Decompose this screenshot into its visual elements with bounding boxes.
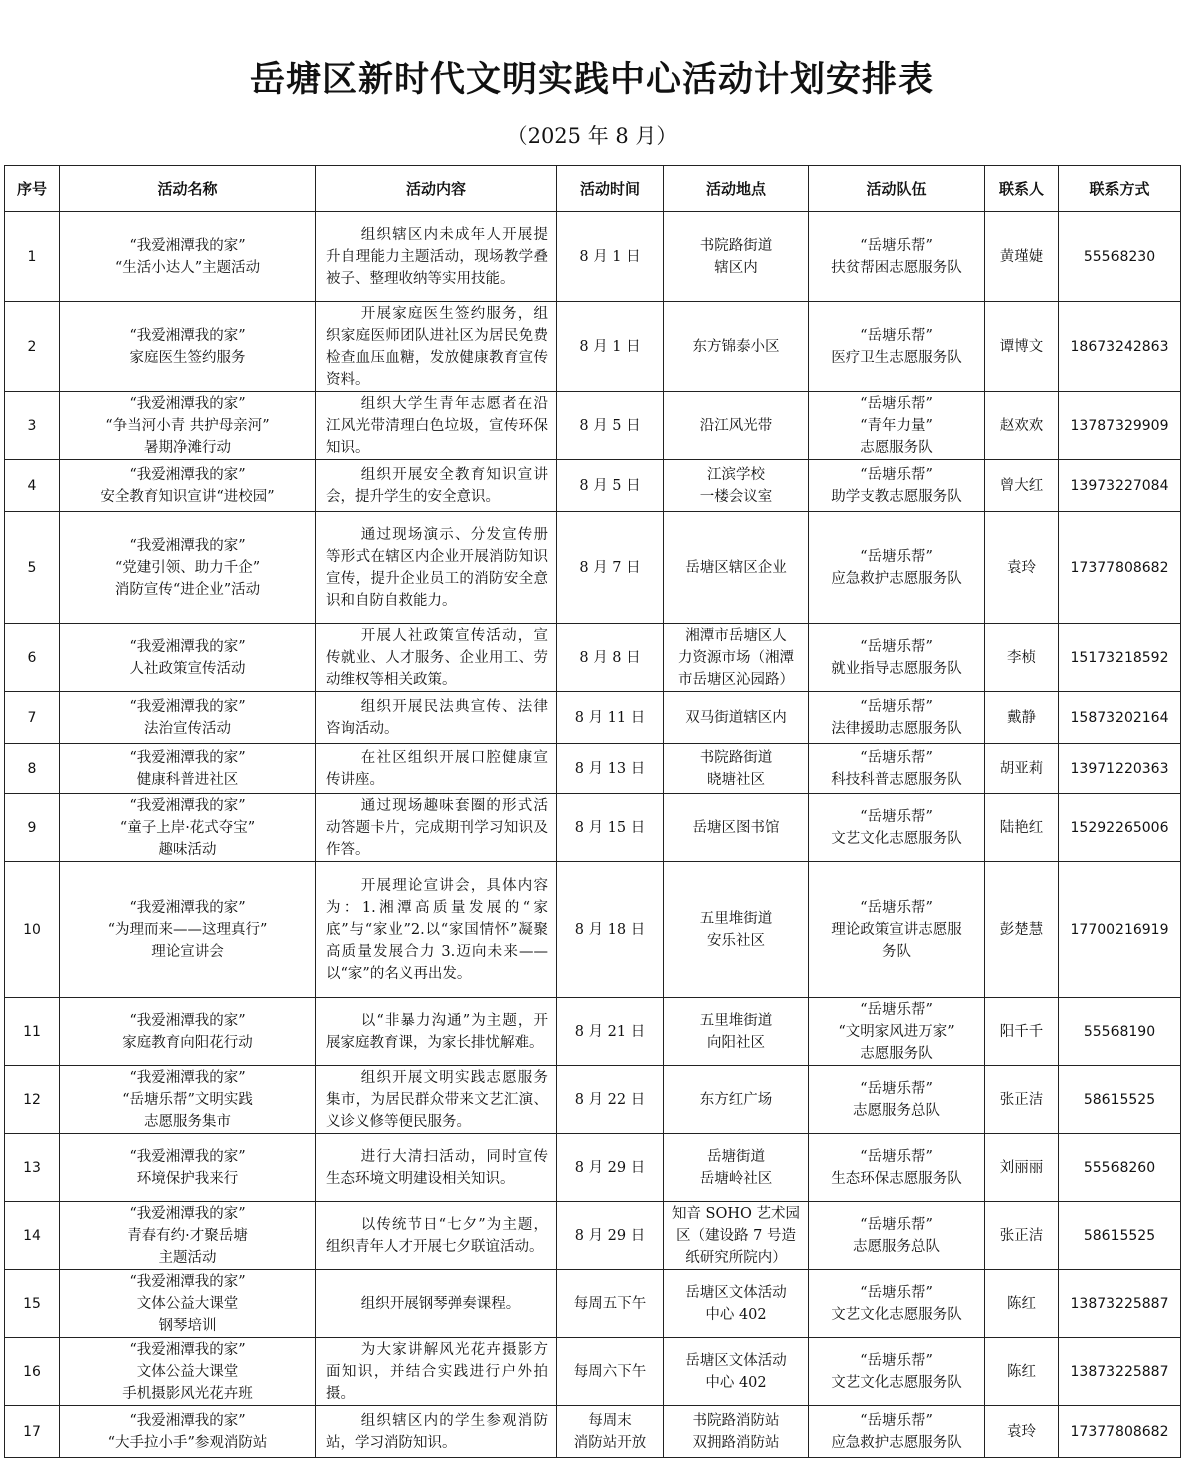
cell-team-line: 科技科普志愿服务队 bbox=[831, 771, 962, 788]
cell-place-line: 安乐社区 bbox=[707, 932, 765, 949]
cell-name-line: 文体公益大课堂 bbox=[136, 1295, 239, 1312]
cell-no: 14 bbox=[5, 1202, 60, 1270]
cell-no: 4 bbox=[5, 460, 60, 512]
cell-team-line: 应急救护志愿服务队 bbox=[831, 1434, 962, 1451]
cell-place-line: 知音 SOHO 艺术园 bbox=[671, 1205, 801, 1222]
cell-name bbox=[60, 392, 316, 460]
cell-content: 通过现场演示、分发宣传册等形式在辖区内企业开展消防知识宣传，提升企业员工的消防安全意识和自防自救能力。 bbox=[316, 512, 557, 624]
cell-phone: 13971220363 bbox=[1059, 744, 1181, 794]
cell-place bbox=[664, 624, 809, 692]
cell-name-line: “我爱湘潭我的家” bbox=[129, 466, 246, 483]
cell-time-line: 8 月 7 日 bbox=[579, 559, 641, 576]
cell-time-line: 8 月 5 日 bbox=[579, 477, 641, 494]
cell-name-line: “我爱湘潭我的家” bbox=[129, 1069, 246, 1086]
cell-phone: 18673242863 bbox=[1059, 302, 1181, 392]
cell-name-line: “为理而来——这理真行” bbox=[107, 921, 268, 938]
cell-team-line: 志愿服务队 bbox=[860, 1045, 933, 1062]
cell-contact: 陈红 bbox=[985, 1338, 1059, 1406]
cell-name-line: 消防宣传“进企业”活动 bbox=[114, 581, 261, 598]
cell-team-line: 法律援助志愿服务队 bbox=[831, 720, 962, 737]
cell-place-line: 岳塘街道 bbox=[707, 1148, 765, 1165]
cell-place-line: 五里堆街道 bbox=[699, 910, 773, 927]
cell-team-line: “岳塘乐帮” bbox=[860, 1352, 933, 1369]
table-row bbox=[5, 1134, 1181, 1202]
cell-team-line: 志愿服务队 bbox=[860, 439, 933, 456]
cell-contact: 李桢 bbox=[985, 624, 1059, 692]
cell-content: 以传统节日“七夕”为主题，组织青年人才开展七夕联谊活动。 bbox=[316, 1202, 557, 1270]
cell-name-line: 家庭医生签约服务 bbox=[129, 349, 246, 366]
cell-contact: 袁玲 bbox=[985, 512, 1059, 624]
cell-name-line: “我爱湘潭我的家” bbox=[129, 899, 246, 916]
cell-name-line: “我爱湘潭我的家” bbox=[129, 1412, 246, 1429]
cell-contact: 刘丽丽 bbox=[985, 1134, 1059, 1202]
cell-name-line: “我爱湘潭我的家” bbox=[129, 749, 246, 766]
cell-place-line: 沿江风光带 bbox=[699, 417, 773, 434]
cell-place bbox=[664, 862, 809, 998]
cell-phone: 13873225887 bbox=[1059, 1338, 1181, 1406]
cell-name-line: “我爱湘潭我的家” bbox=[129, 1012, 246, 1029]
cell-name-line: 健康科普进社区 bbox=[136, 771, 239, 788]
cell-no: 5 bbox=[5, 512, 60, 624]
cell-team-line: 文艺文化志愿服务队 bbox=[831, 1306, 962, 1323]
cell-time bbox=[557, 1134, 664, 1202]
cell-name-line: 理论宣讲会 bbox=[151, 943, 224, 960]
cell-no: 9 bbox=[5, 794, 60, 862]
cell-contact: 赵欢欢 bbox=[985, 392, 1059, 460]
cell-phone: 55568190 bbox=[1059, 998, 1181, 1066]
cell-team bbox=[809, 744, 985, 794]
cell-name bbox=[60, 862, 316, 998]
cell-place-line: 纸研究所院内） bbox=[685, 1249, 787, 1266]
cell-phone: 55568260 bbox=[1059, 1134, 1181, 1202]
cell-name-line: “我爱湘潭我的家” bbox=[129, 1205, 246, 1222]
cell-time bbox=[557, 460, 664, 512]
cell-name-line: “大手拉小手”参观消防站 bbox=[107, 1434, 268, 1451]
cell-place-line: 区（建设路 7 号造 bbox=[676, 1227, 796, 1244]
cell-team-line: “岳塘乐帮” bbox=[860, 395, 933, 412]
cell-name-line: “生活小达人”主题活动 bbox=[114, 259, 261, 276]
cell-name bbox=[60, 460, 316, 512]
cell-name-line: “党建引领、助力千企” bbox=[114, 559, 261, 576]
table-row bbox=[5, 512, 1181, 624]
cell-phone: 15173218592 bbox=[1059, 624, 1181, 692]
cell-name-line: 安全教育知识宣讲“进校园” bbox=[100, 488, 275, 505]
table-row bbox=[5, 794, 1181, 862]
cell-content: 开展理论宣讲会，具体内容为：1.湘潭高质量发展的“家底”与“家业”2.以“家国情怀”凝聚高质量发展合力 3.迈向未来——以“家”的名义再出发。 bbox=[316, 862, 557, 998]
cell-name-line: 手机摄影风光花卉班 bbox=[122, 1385, 253, 1402]
cell-no: 11 bbox=[5, 998, 60, 1066]
cell-team bbox=[809, 1202, 985, 1270]
cell-name-line: “我爱湘潭我的家” bbox=[129, 237, 246, 254]
cell-place bbox=[664, 1134, 809, 1202]
header-place: 活动地点 bbox=[664, 166, 809, 212]
page-subtitle: （2025 年 8 月） bbox=[506, 124, 678, 148]
cell-place-line: 书院路消防站 bbox=[692, 1412, 780, 1429]
cell-team-line: 助学支教志愿服务队 bbox=[831, 488, 962, 505]
cell-team bbox=[809, 392, 985, 460]
cell-name-line: “我爱湘潭我的家” bbox=[129, 1341, 246, 1358]
cell-place bbox=[664, 998, 809, 1066]
cell-team-line: 应急救护志愿服务队 bbox=[831, 570, 962, 587]
cell-content: 组织开展民法典宣传、法律咨询活动。 bbox=[316, 692, 557, 744]
cell-team-line: 扶贫帮困志愿服务队 bbox=[831, 259, 962, 276]
header-contact: 联系人 bbox=[985, 166, 1059, 212]
cell-team-line: “岳塘乐帮” bbox=[860, 466, 933, 483]
cell-content: 在社区组织开展口腔健康宣传讲座。 bbox=[316, 744, 557, 794]
cell-place bbox=[664, 302, 809, 392]
cell-no: 3 bbox=[5, 392, 60, 460]
table-row bbox=[5, 744, 1181, 794]
cell-team bbox=[809, 692, 985, 744]
cell-phone: 17377808682 bbox=[1059, 512, 1181, 624]
cell-no: 10 bbox=[5, 862, 60, 998]
cell-team-line: “岳塘乐帮” bbox=[860, 1001, 933, 1018]
cell-no: 16 bbox=[5, 1338, 60, 1406]
cell-team bbox=[809, 1338, 985, 1406]
cell-place bbox=[664, 1066, 809, 1134]
cell-team-line: “岳塘乐帮” bbox=[860, 1216, 933, 1233]
cell-place bbox=[664, 1202, 809, 1270]
cell-team bbox=[809, 624, 985, 692]
cell-team bbox=[809, 794, 985, 862]
cell-team-line: 文艺文化志愿服务队 bbox=[831, 1374, 962, 1391]
cell-time-line: 8 月 1 日 bbox=[579, 248, 641, 265]
cell-name-line: 文体公益大课堂 bbox=[136, 1363, 239, 1380]
cell-place-line: 晓塘社区 bbox=[707, 771, 765, 788]
cell-contact: 陈红 bbox=[985, 1270, 1059, 1338]
cell-time-line: 8 月 29 日 bbox=[574, 1159, 646, 1176]
cell-content: 为大家讲解风光花卉摄影方面知识，并结合实践进行户外拍摄。 bbox=[316, 1338, 557, 1406]
cell-contact: 袁玲 bbox=[985, 1406, 1059, 1458]
cell-team-line: “文明家风进万家” bbox=[838, 1023, 955, 1040]
cell-time-line: 8 月 5 日 bbox=[579, 417, 641, 434]
cell-name bbox=[60, 212, 316, 302]
cell-place-line: 五里堆街道 bbox=[699, 1012, 773, 1029]
cell-name bbox=[60, 1406, 316, 1458]
cell-contact: 张正洁 bbox=[985, 1202, 1059, 1270]
table-body bbox=[5, 212, 1181, 1458]
cell-time bbox=[557, 692, 664, 744]
cell-name bbox=[60, 624, 316, 692]
cell-content: 通过现场趣味套圈的形式活动答题卡片，完成期刊学习知识及作答。 bbox=[316, 794, 557, 862]
cell-place bbox=[664, 460, 809, 512]
cell-team-line: 务队 bbox=[882, 943, 911, 960]
cell-name-line: “我爱湘潭我的家” bbox=[129, 698, 246, 715]
cell-phone: 15292265006 bbox=[1059, 794, 1181, 862]
cell-team bbox=[809, 212, 985, 302]
cell-phone: 58615525 bbox=[1059, 1066, 1181, 1134]
cell-team-line: “岳塘乐帮” bbox=[860, 237, 933, 254]
header-content: 活动内容 bbox=[316, 166, 557, 212]
cell-name bbox=[60, 512, 316, 624]
header-time: 活动时间 bbox=[557, 166, 664, 212]
cell-contact: 张正洁 bbox=[985, 1066, 1059, 1134]
cell-no: 7 bbox=[5, 692, 60, 744]
cell-time-line: 8 月 13 日 bbox=[574, 760, 646, 777]
table-row bbox=[5, 302, 1181, 392]
cell-name-line: 家庭教育向阳花行动 bbox=[122, 1034, 253, 1051]
cell-place-line: 中心 402 bbox=[705, 1374, 767, 1391]
cell-time-line: 8 月 8 日 bbox=[579, 649, 641, 666]
cell-name-line: 法治宣传活动 bbox=[144, 720, 231, 737]
cell-time bbox=[557, 512, 664, 624]
cell-name-line: 暑期净滩行动 bbox=[144, 439, 231, 456]
cell-name-line: 人社政策宣传活动 bbox=[129, 660, 246, 677]
cell-team-line: “岳塘乐帮” bbox=[860, 749, 933, 766]
cell-name bbox=[60, 1066, 316, 1134]
cell-place bbox=[664, 1270, 809, 1338]
page-title: 岳塘区新时代文明实践中心活动计划安排表 bbox=[249, 59, 934, 100]
cell-place-line: 书院路街道 bbox=[699, 237, 773, 254]
cell-contact: 阳千千 bbox=[985, 998, 1059, 1066]
cell-team bbox=[809, 862, 985, 998]
cell-contact: 彭楚慧 bbox=[985, 862, 1059, 998]
cell-team bbox=[809, 302, 985, 392]
cell-time bbox=[557, 1406, 664, 1458]
cell-phone: 13787329909 bbox=[1059, 392, 1181, 460]
cell-place-line: 岳塘区辖区企业 bbox=[685, 559, 787, 576]
cell-team-line: “岳塘乐帮” bbox=[860, 548, 933, 565]
cell-place bbox=[664, 1338, 809, 1406]
cell-phone: 13973227084 bbox=[1059, 460, 1181, 512]
cell-name bbox=[60, 744, 316, 794]
cell-contact: 曾大红 bbox=[985, 460, 1059, 512]
cell-name-line: “我爱湘潭我的家” bbox=[129, 1148, 246, 1165]
table-row bbox=[5, 998, 1181, 1066]
cell-content: 组织大学生青年志愿者在沿江风光带清理白色垃圾，宣传环保知识。 bbox=[316, 392, 557, 460]
cell-time-line: 每周六下午 bbox=[573, 1363, 647, 1380]
cell-time bbox=[557, 212, 664, 302]
cell-no: 1 bbox=[5, 212, 60, 302]
cell-place-line: 向阳社区 bbox=[707, 1034, 765, 1051]
header-phone: 联系方式 bbox=[1059, 166, 1181, 212]
cell-phone: 58615525 bbox=[1059, 1202, 1181, 1270]
cell-place bbox=[664, 212, 809, 302]
cell-time bbox=[557, 744, 664, 794]
cell-phone: 17700216919 bbox=[1059, 862, 1181, 998]
cell-name-line: “我爱湘潭我的家” bbox=[129, 395, 246, 412]
cell-place bbox=[664, 744, 809, 794]
cell-team-line: “岳塘乐帮” bbox=[860, 1148, 933, 1165]
cell-name-line: “争当河小青 共护母亲河” bbox=[105, 417, 270, 434]
cell-name bbox=[60, 302, 316, 392]
cell-place-line: 市岳塘区沁园路） bbox=[678, 671, 794, 688]
cell-no: 17 bbox=[5, 1406, 60, 1458]
header-no: 序号 bbox=[5, 166, 60, 212]
cell-time bbox=[557, 624, 664, 692]
cell-name-line: 趣味活动 bbox=[158, 841, 217, 858]
table-header-row bbox=[5, 166, 1181, 212]
cell-name bbox=[60, 1202, 316, 1270]
cell-place-line: 湘潭市岳塘区人 bbox=[685, 627, 787, 644]
cell-name-line: “我爱湘潭我的家” bbox=[129, 537, 246, 554]
cell-content: 组织开展文明实践志愿服务集市，为居民群众带来文艺汇演、义诊义修等便民服务。 bbox=[316, 1066, 557, 1134]
cell-place bbox=[664, 512, 809, 624]
cell-name-line: “岳塘乐帮”文明实践 bbox=[122, 1091, 253, 1108]
cell-place-line: 江滨学校 bbox=[707, 466, 765, 483]
cell-name-line: 志愿服务集市 bbox=[144, 1113, 231, 1130]
cell-place-line: 岳塘区图书馆 bbox=[692, 819, 780, 836]
cell-content: 开展家庭医生签约服务，组织家庭医师团队进社区为居民免费检查血压血糖，发放健康教育宣传资料。 bbox=[316, 302, 557, 392]
cell-time-line: 每周五下午 bbox=[573, 1295, 647, 1312]
cell-name-line: 主题活动 bbox=[158, 1249, 217, 1266]
cell-time-line: 8 月 15 日 bbox=[574, 819, 646, 836]
cell-name bbox=[60, 1338, 316, 1406]
cell-time-line: 8 月 1 日 bbox=[579, 338, 641, 355]
cell-content: 组织开展钢琴弹奏课程。 bbox=[316, 1270, 557, 1338]
cell-place bbox=[664, 794, 809, 862]
table-row bbox=[5, 212, 1181, 302]
cell-time bbox=[557, 1066, 664, 1134]
cell-place-line: 岳塘区文体活动 bbox=[685, 1352, 787, 1369]
cell-place-line: 双拥路消防站 bbox=[692, 1434, 780, 1451]
cell-no: 12 bbox=[5, 1066, 60, 1134]
cell-time bbox=[557, 998, 664, 1066]
cell-time-line: 每周末 bbox=[588, 1412, 632, 1429]
cell-contact: 陆艳红 bbox=[985, 794, 1059, 862]
cell-team-line: “岳塘乐帮” bbox=[860, 1080, 933, 1097]
cell-name-line: “我爱湘潭我的家” bbox=[129, 327, 246, 344]
cell-team-line: 志愿服务总队 bbox=[853, 1238, 940, 1255]
table-row bbox=[5, 1270, 1181, 1338]
cell-content: 进行大清扫活动，同时宣传生态环境文明建设相关知识。 bbox=[316, 1134, 557, 1202]
cell-contact: 胡亚莉 bbox=[985, 744, 1059, 794]
cell-phone: 55568230 bbox=[1059, 212, 1181, 302]
cell-team bbox=[809, 998, 985, 1066]
header-name: 活动名称 bbox=[60, 166, 316, 212]
cell-phone: 17377808682 bbox=[1059, 1406, 1181, 1458]
cell-content: 组织开展安全教育知识宣讲会，提升学生的安全意识。 bbox=[316, 460, 557, 512]
cell-name bbox=[60, 1134, 316, 1202]
table-row bbox=[5, 392, 1181, 460]
table-row bbox=[5, 460, 1181, 512]
cell-place bbox=[664, 392, 809, 460]
cell-name-line: “我爱湘潭我的家” bbox=[129, 797, 246, 814]
cell-team-line: “岳塘乐帮” bbox=[860, 638, 933, 655]
cell-name bbox=[60, 998, 316, 1066]
header-team: 活动队伍 bbox=[809, 166, 985, 212]
cell-team-line: 理论政策宣讲志愿服 bbox=[831, 921, 962, 938]
cell-no: 13 bbox=[5, 1134, 60, 1202]
cell-name-line: 环境保护我来行 bbox=[136, 1170, 239, 1187]
cell-team-line: 生态环保志愿服务队 bbox=[831, 1170, 962, 1187]
cell-place-line: 中心 402 bbox=[705, 1306, 767, 1323]
cell-content: 开展人社政策宣传活动，宣传就业、人才服务、企业用工、劳动维权等相关政策。 bbox=[316, 624, 557, 692]
cell-contact: 谭博文 bbox=[985, 302, 1059, 392]
cell-name bbox=[60, 1270, 316, 1338]
table-row bbox=[5, 1406, 1181, 1458]
cell-team bbox=[809, 1066, 985, 1134]
cell-phone: 13873225887 bbox=[1059, 1270, 1181, 1338]
table-row bbox=[5, 862, 1181, 998]
cell-phone: 15873202164 bbox=[1059, 692, 1181, 744]
activity-schedule-table bbox=[4, 165, 1181, 1458]
cell-team-line: 志愿服务总队 bbox=[853, 1102, 940, 1119]
cell-time bbox=[557, 1270, 664, 1338]
cell-team-line: “岳塘乐帮” bbox=[860, 899, 933, 916]
cell-team bbox=[809, 1134, 985, 1202]
cell-team bbox=[809, 1406, 985, 1458]
cell-time bbox=[557, 392, 664, 460]
cell-time bbox=[557, 302, 664, 392]
cell-name-line: “我爱湘潭我的家” bbox=[129, 638, 246, 655]
cell-place-line: 双马街道辖区内 bbox=[685, 709, 787, 726]
cell-place-line: 一楼会议室 bbox=[699, 488, 773, 505]
cell-contact: 戴静 bbox=[985, 692, 1059, 744]
cell-place bbox=[664, 692, 809, 744]
cell-team-line: “岳塘乐帮” bbox=[860, 1284, 933, 1301]
cell-time bbox=[557, 794, 664, 862]
cell-team-line: “岳塘乐帮” bbox=[860, 327, 933, 344]
cell-time-line: 8 月 18 日 bbox=[574, 921, 646, 938]
cell-content: 组织辖区内未成年人开展提升自理能力主题活动，现场教学叠被子、整理收纳等实用技能。 bbox=[316, 212, 557, 302]
cell-place-line: 东方锦泰小区 bbox=[692, 338, 780, 355]
cell-name-line: “我爱湘潭我的家” bbox=[129, 1273, 246, 1290]
table-row bbox=[5, 1338, 1181, 1406]
cell-place-line: 岳塘区文体活动 bbox=[685, 1284, 787, 1301]
table-row bbox=[5, 692, 1181, 744]
cell-place-line: 岳塘岭社区 bbox=[699, 1170, 773, 1187]
cell-team-line: “青年力量” bbox=[860, 417, 933, 434]
cell-time-line: 8 月 29 日 bbox=[574, 1227, 646, 1244]
cell-place-line: 书院路街道 bbox=[699, 749, 773, 766]
cell-place bbox=[664, 1406, 809, 1458]
cell-time bbox=[557, 862, 664, 998]
cell-time-line: 8 月 22 日 bbox=[574, 1091, 646, 1108]
cell-team-line: 医疗卫生志愿服务队 bbox=[831, 349, 962, 366]
table-row bbox=[5, 1202, 1181, 1270]
cell-place-line: 力资源市场（湘潭 bbox=[678, 649, 794, 666]
cell-content: 组织辖区内的学生参观消防站，学习消防知识。 bbox=[316, 1406, 557, 1458]
cell-place-line: 东方红广场 bbox=[699, 1091, 773, 1108]
cell-contact: 黄瑾婕 bbox=[985, 212, 1059, 302]
cell-team-line: 就业指导志愿服务队 bbox=[831, 660, 962, 677]
cell-time-line: 8 月 21 日 bbox=[574, 1023, 646, 1040]
cell-team-line: “岳塘乐帮” bbox=[860, 1412, 933, 1429]
cell-team bbox=[809, 512, 985, 624]
cell-team bbox=[809, 1270, 985, 1338]
cell-team bbox=[809, 460, 985, 512]
cell-team-line: “岳塘乐帮” bbox=[860, 808, 933, 825]
cell-name bbox=[60, 692, 316, 744]
cell-content: 以“非暴力沟通”为主题，开展家庭教育课，为家长排忧解难。 bbox=[316, 998, 557, 1066]
cell-team-line: 文艺文化志愿服务队 bbox=[831, 830, 962, 847]
cell-place-line: 辖区内 bbox=[714, 259, 758, 276]
cell-no: 15 bbox=[5, 1270, 60, 1338]
cell-team-line: “岳塘乐帮” bbox=[860, 698, 933, 715]
cell-no: 8 bbox=[5, 744, 60, 794]
cell-time bbox=[557, 1338, 664, 1406]
cell-time-line: 8 月 11 日 bbox=[574, 709, 646, 726]
cell-time-line: 消防站开放 bbox=[573, 1434, 647, 1451]
table-row bbox=[5, 1066, 1181, 1134]
cell-no: 6 bbox=[5, 624, 60, 692]
cell-name-line: 青春有约·才聚岳塘 bbox=[127, 1227, 248, 1244]
table-row bbox=[5, 624, 1181, 692]
cell-name bbox=[60, 794, 316, 862]
cell-no: 2 bbox=[5, 302, 60, 392]
cell-name-line: “童子上岸·花式夺宝” bbox=[119, 819, 256, 836]
cell-name-line: 钢琴培训 bbox=[158, 1317, 217, 1334]
cell-time bbox=[557, 1202, 664, 1270]
